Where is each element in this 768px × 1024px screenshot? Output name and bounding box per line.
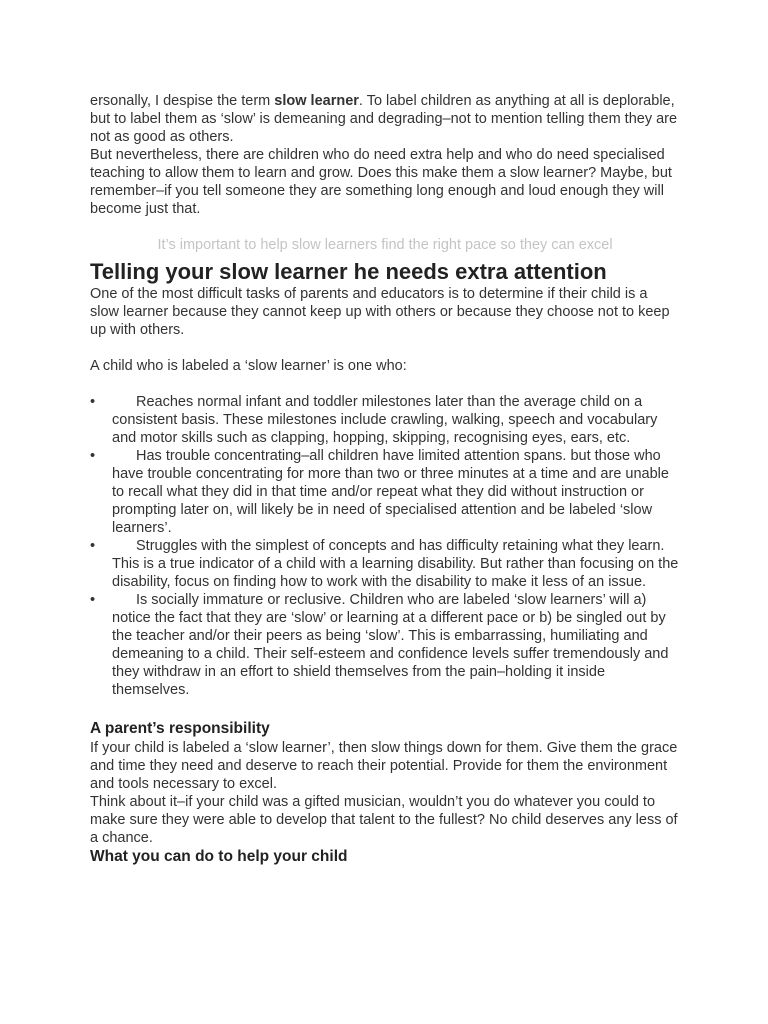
list-item xyxy=(90,591,680,699)
intro-text-end: . To label children as anything at all is deplorable, but to label them as ‘slow’ is demeaning and degrading–not to mention telling them they are not as good as others. xyxy=(90,93,678,145)
list-item-text: Reaches normal infant and toddler milestones later than the average child on a consistent basis. These milestones include crawling, walking, speech and vocabulary and motor skills such as clapping, hopping, skipping, recognising eyes, ears, etc. xyxy=(112,394,658,446)
list-item xyxy=(90,537,680,591)
intro-text-start: ersonally, I despise the term xyxy=(90,93,275,109)
list-item-text: Struggles with the simplest of concepts and has difficulty retaining what they learn. This is a true indicator of a child with a learning disability. But rather than focusing on the disability, focus on finding how to work with the disability to make it less of an issue. xyxy=(112,538,679,590)
bullet-icon: • xyxy=(90,538,96,554)
list-item-text: Has trouble concentrating–all children have limited attention spans. but those who have trouble concentrating for more than two or three minutes at a time and are unable to recall what they did in that time and/or repeat what they did without instruction or prompting later on, will likely be in need of specialised attention and be labeled ‘slow learners’. xyxy=(112,448,669,536)
bullet-icon: • xyxy=(90,592,96,608)
section1-paragraph-2: A child who is labeled a ‘slow learner’ is one who: xyxy=(90,358,407,374)
list-item xyxy=(90,393,680,447)
section-heading-parent-responsibility: A parent’s responsibility xyxy=(90,720,270,737)
bullet-icon: • xyxy=(90,394,96,410)
list-item xyxy=(90,447,680,537)
image-caption: It’s important to help slow learners find the right pace so they can excel xyxy=(157,237,613,253)
section-heading-what-you-can-do: What you can do to help your child xyxy=(90,848,348,865)
section2-paragraph-1: If your child is labeled a ‘slow learner’, then slow things down for them. Give them the grace and time they need and deserve to reach their potential. Provide for them the environment and tools necessary to excel. xyxy=(90,740,678,792)
section1-paragraph-1: One of the most difficult tasks of parents and educators is to determine if their child is a slow learner because they cannot keep up with others or because they choose not to keep up with others. xyxy=(90,286,670,338)
section2-paragraph-2: Think about it–if your child was a gifted musician, wouldn’t you do whatever you could to make sure they were able to develop that talent to the fullest? No child deserves any less of a chance. xyxy=(90,794,678,846)
document-page xyxy=(90,92,680,867)
intro-paragraph-2: But nevertheless, there are children who do need extra help and who do need specialised teaching to allow them to learn and grow. Does this make them a slow learner? Maybe, but remember–if you tell someone they are something long enough and loud enough they will become just that. xyxy=(90,147,672,217)
section-heading-attention: Telling your slow learner he needs extra attention xyxy=(90,259,607,284)
slow-learner-traits-list xyxy=(90,393,680,699)
bullet-icon: • xyxy=(90,448,96,464)
list-item-text: Is socially immature or reclusive. Children who are labeled ‘slow learners’ will a) notice the fact that they are ‘slow’ or learning at a different pace or b) be singled out by the teacher and/or their peers as being ‘slow’. This is embarrassing, humiliating and demeaning to a child. Their self-esteem and confidence levels suffer tremendously and they withdraw in an effort to shield themselves from the pain–holding it inside themselves. xyxy=(112,592,669,698)
intro-term-bold: slow learner xyxy=(274,93,359,109)
intro-paragraph xyxy=(90,92,680,146)
